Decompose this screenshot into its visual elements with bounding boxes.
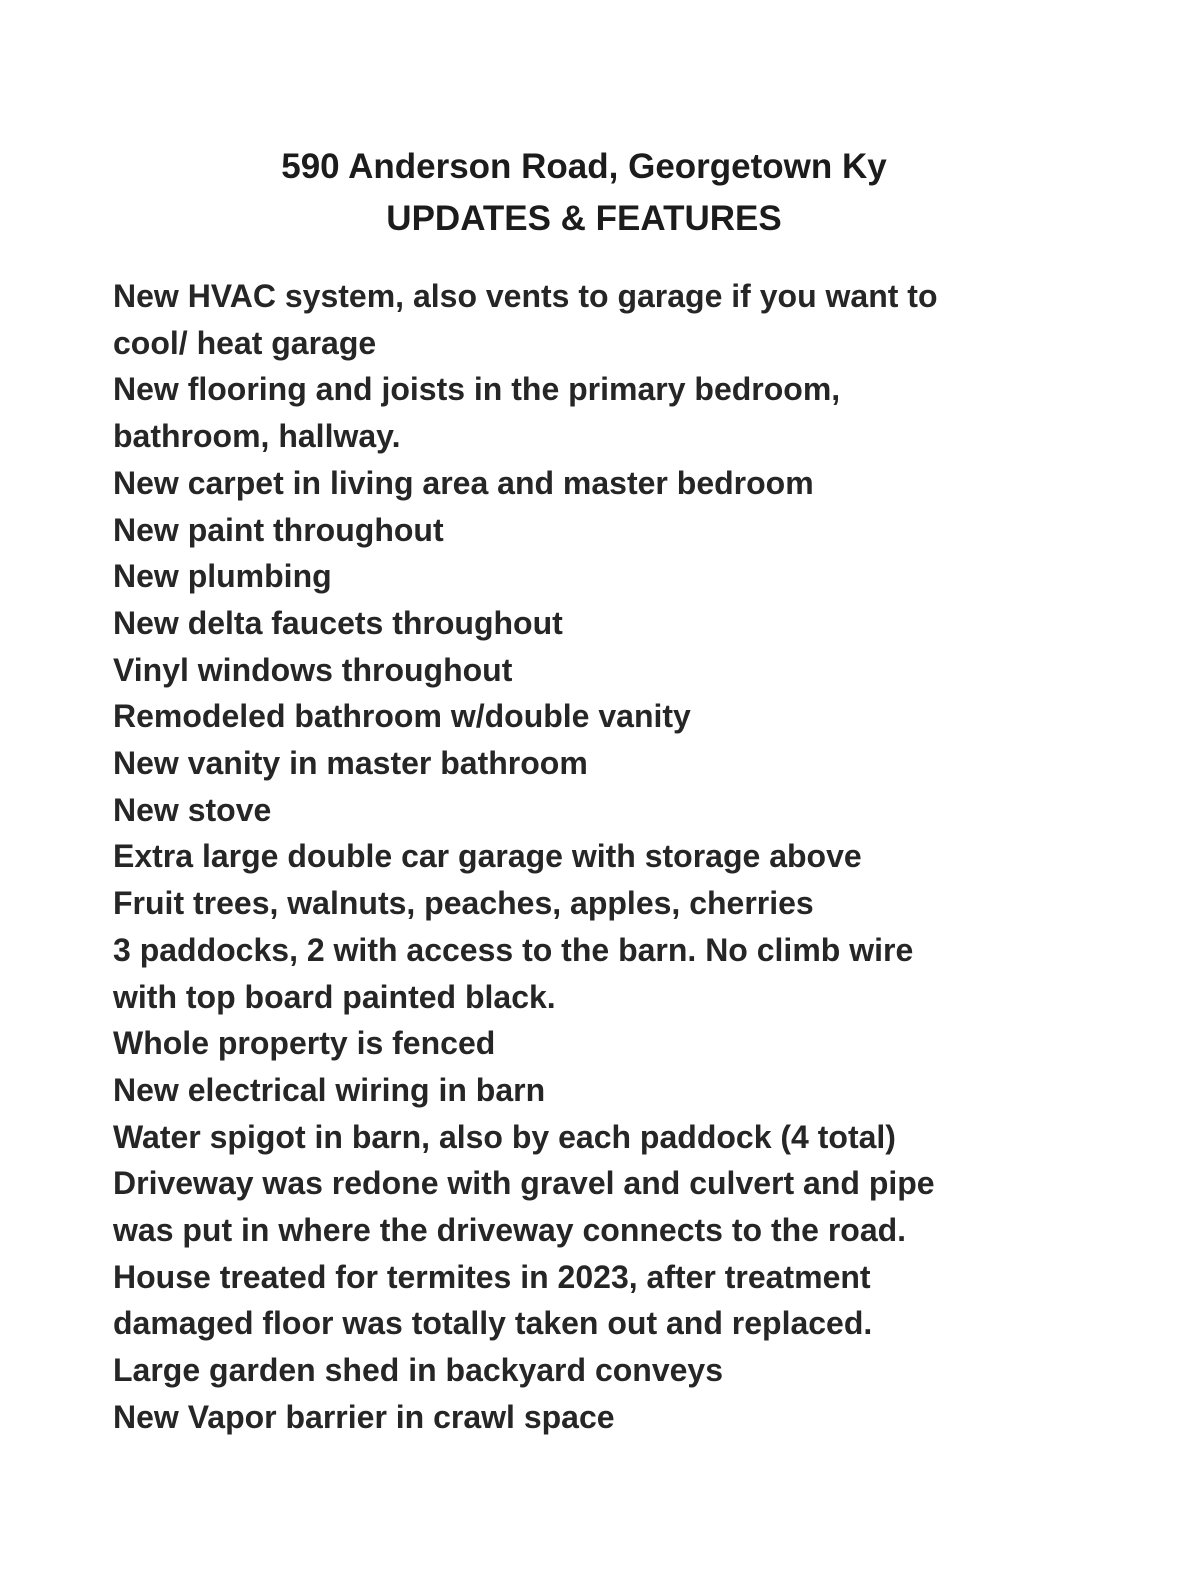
feature-line: was put in where the driveway connects to the road. (113, 1212, 907, 1249)
feature-line: New vanity in master bathroom (113, 745, 588, 782)
feature-line: New paint throughout (113, 511, 444, 548)
feature-line: Large garden shed in backyard conveys (113, 1352, 724, 1389)
feature-line: Driveway was redone with gravel and culvert and pipe (113, 1165, 935, 1202)
document-header (0, 141, 1168, 245)
feature-line: cool/ heat garage (113, 324, 377, 361)
feature-line: 3 paddocks, 2 with access to the barn. No climb wire (113, 931, 914, 968)
features-list (113, 273, 1073, 1441)
feature-line: New plumbing (113, 558, 332, 595)
feature-line: Vinyl windows throughout (113, 651, 513, 688)
feature-line: Water spigot in barn, also by each paddock (4 total) (113, 1118, 896, 1155)
feature-line: New Vapor barrier in crawl space (113, 1398, 615, 1435)
feature-line: damaged floor was totally taken out and replaced. (113, 1305, 873, 1342)
property-address: 590 Anderson Road, Georgetown Ky (281, 147, 887, 186)
feature-line: New carpet in living area and master bedroom (113, 464, 814, 501)
feature-line: Fruit trees, walnuts, peaches, apples, cherries (113, 885, 814, 922)
feature-line: New delta faucets throughout (113, 604, 563, 641)
document-title: UPDATES & FEATURES (386, 199, 782, 238)
feature-line: New flooring and joists in the primary bedroom, (113, 371, 841, 408)
feature-line: with top board painted black. (113, 978, 556, 1015)
feature-line: bathroom, hallway. (113, 418, 401, 455)
feature-line: Whole property is fenced (113, 1025, 496, 1062)
feature-line: New electrical wiring in barn (113, 1071, 546, 1108)
feature-line: House treated for termites in 2023, after treatment (113, 1258, 871, 1295)
feature-line: Extra large double car garage with storage above (113, 838, 862, 875)
feature-line: New HVAC system, also vents to garage if you want to (113, 278, 938, 314)
feature-line: Remodeled bathroom w/double vanity (113, 698, 691, 735)
feature-line: New stove (113, 791, 272, 828)
